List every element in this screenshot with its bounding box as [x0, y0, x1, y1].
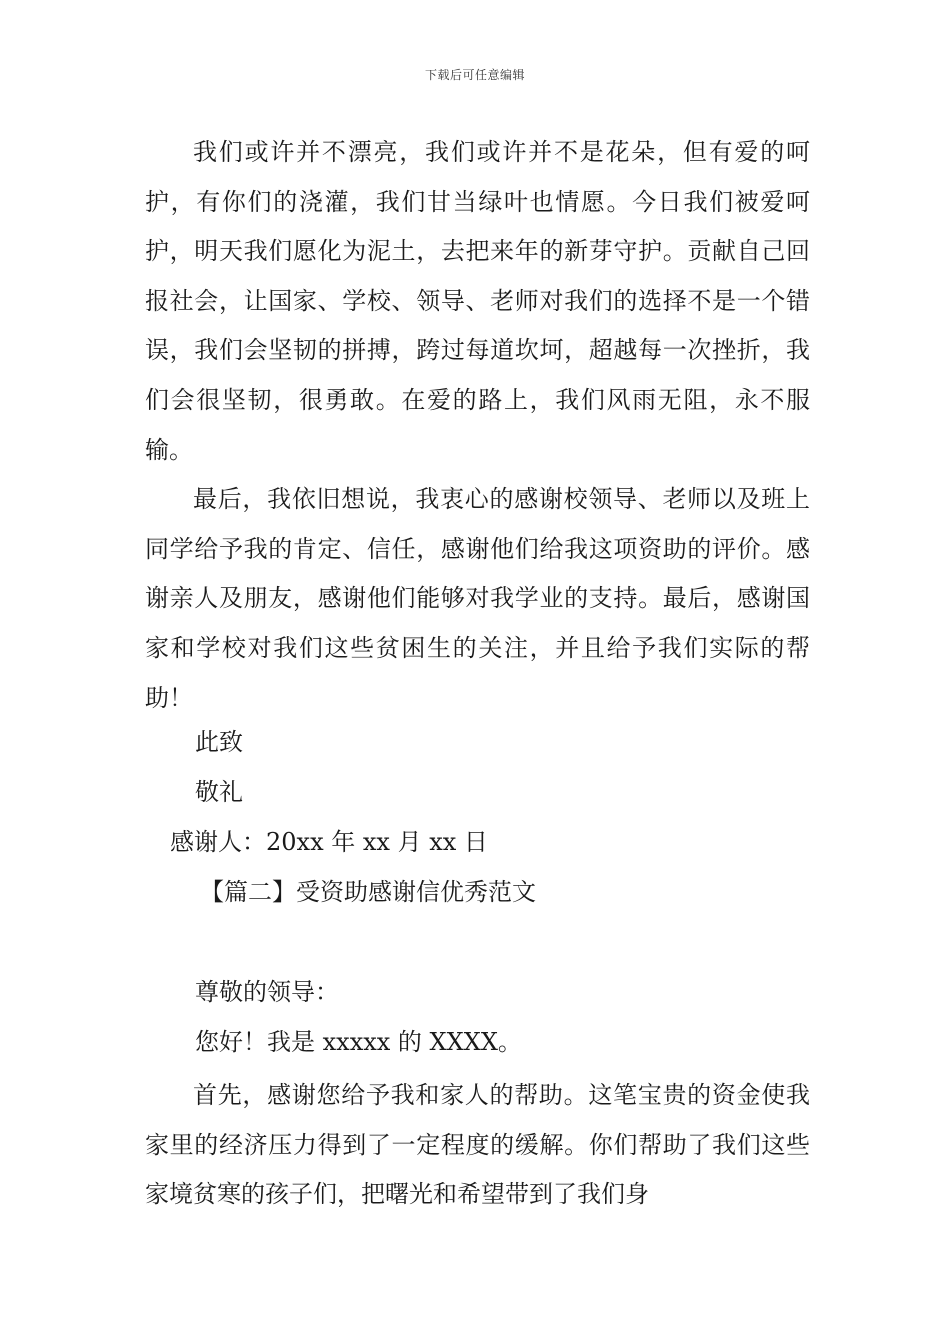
hello-line: 您好！我是 xxxxx 的 XXXX。	[195, 1028, 522, 1056]
closing-salutation: 此致	[195, 728, 243, 756]
closing-respect: 敬礼	[195, 778, 243, 806]
section-title: 【篇二】受资助感谢信优秀范文	[200, 878, 536, 906]
letter-body	[145, 128, 810, 723]
paragraph-commitment: 我们或许并不漂亮，我们或许并不是花朵，但有爱的呵护，有你们的浇灌，我们甘当绿叶也情愿。今日我们被爱呵护，明天我们愿化为泥土，去把来年的新芽守护。贡献自己回报社会，让国家、学校、领导、老师对我们的选择不是一个错误，我们会坚韧的拼搏，跨过每道坎坷，超越每一次挫折，我们会很坚韧，很勇敢。在爱的路上，我们风雨无阻，永不服输。	[145, 138, 810, 464]
greeting: 尊敬的领导：	[195, 978, 339, 1006]
paragraph-thanks: 最后，我依旧想说，我衷心的感谢校领导、老师以及班上同学给予我的肯定、信任，感谢他们给我这项资助的评价。感谢亲人及朋友，感谢他们能够对我学业的支持。最后，感谢国家和学校对我们这些贫困生的关注，并且给予我们实际的帮助！	[145, 485, 810, 712]
signature-line: 感谢人：20xx 年 xx 月 xx 日	[170, 828, 488, 856]
letter2-body	[145, 1071, 810, 1220]
header-note: 下载后可任意编辑	[424, 68, 525, 82]
paragraph-first-thanks: 首先，感谢您给予我和家人的帮助。这笔宝贵的资金使我家里的经济压力得到了一定程度的缓解。你们帮助了我们这些家境贫寒的孩子们，把曙光和希望带到了我们身	[145, 1081, 810, 1209]
